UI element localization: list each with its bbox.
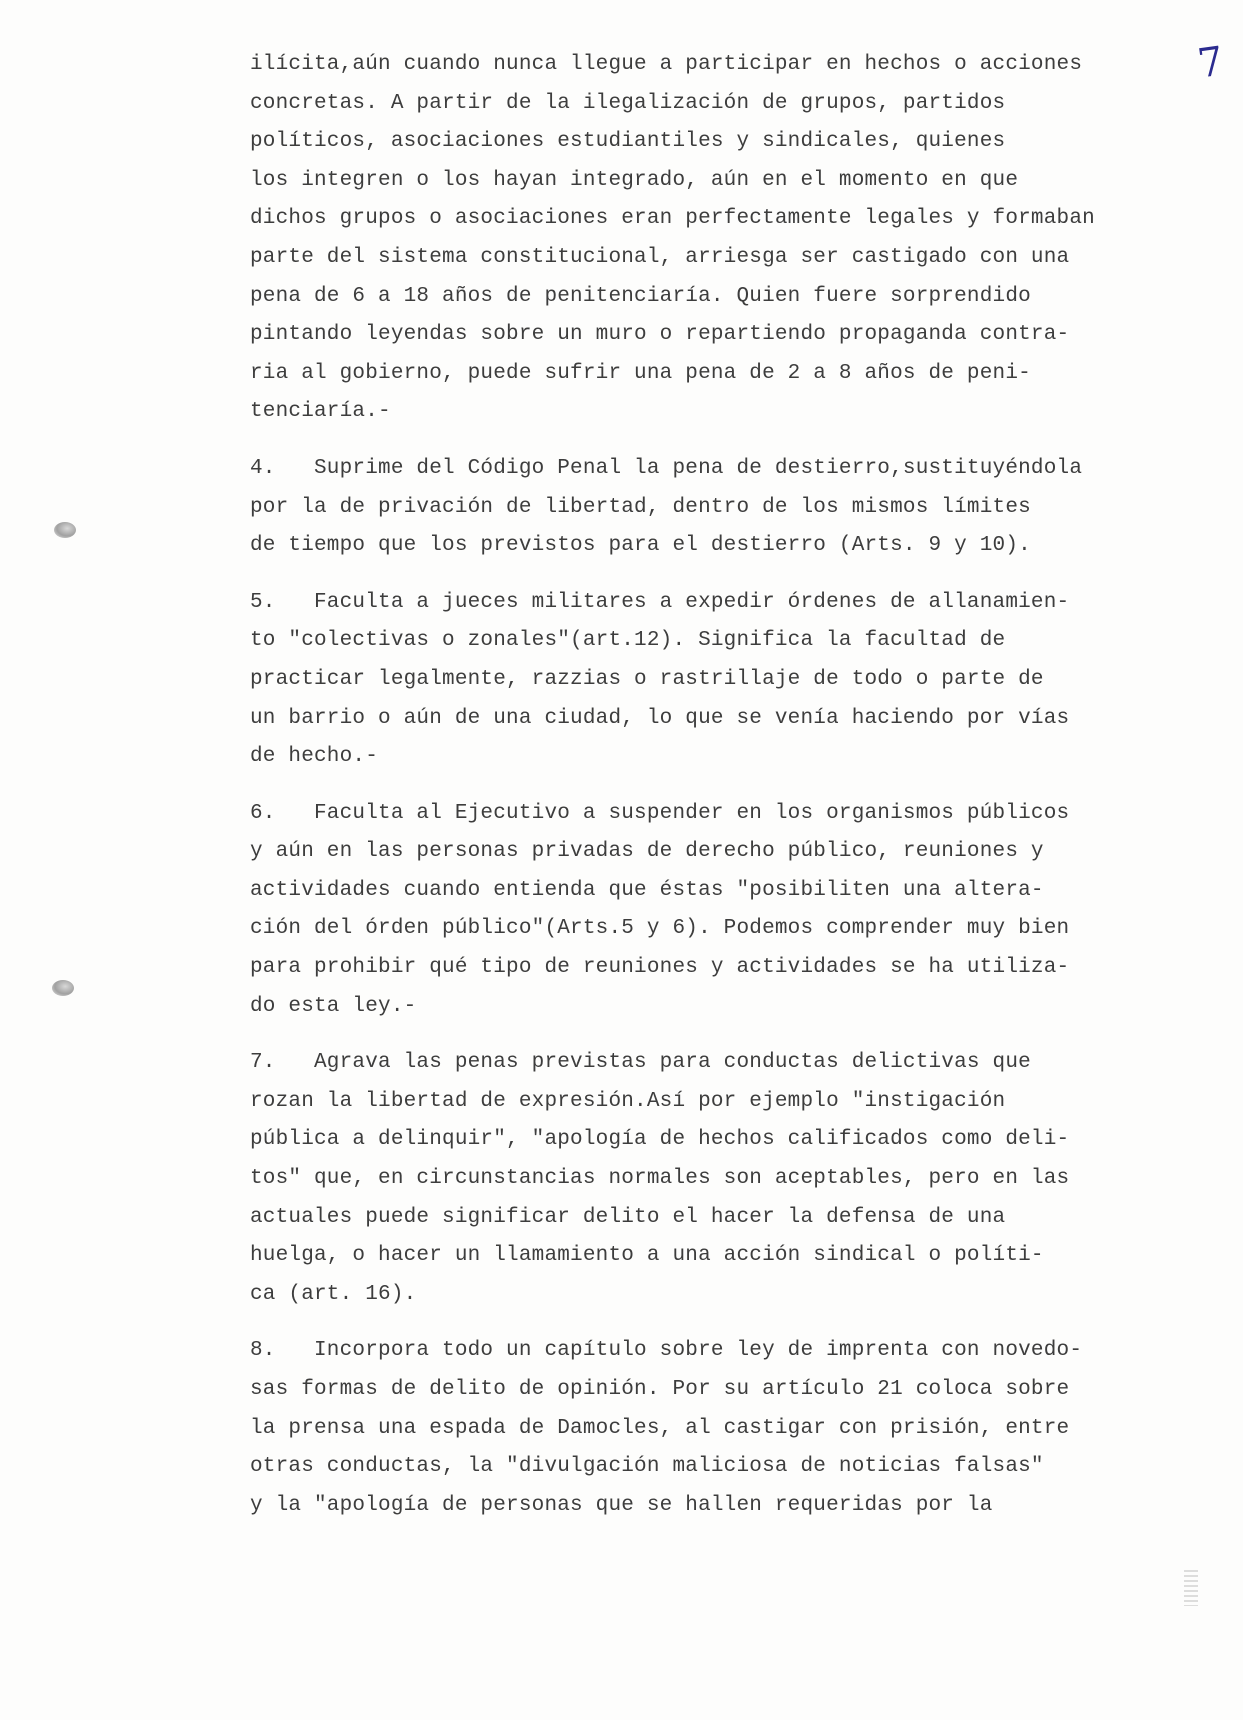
paragraph-gap <box>250 1314 1210 1332</box>
paragraph-4-line: 4. Suprime del Código Penal la pena de destierro,sustituyéndola <box>250 456 1083 480</box>
paragraph-6-line: do esta ley.- <box>250 994 417 1018</box>
punch-hole-mark <box>52 980 74 996</box>
paragraph-6-line: y aún en las personas privadas de derecho público, reuniones y <box>250 840 1044 864</box>
text-line: ria al gobierno, puede sufrir una pena de 2 a 8 años de peni- <box>250 361 1031 385</box>
paragraph-gap <box>250 432 1210 450</box>
paragraph-8-line: sas formas de delito de opinión. Por su artículo 21 coloca sobre <box>250 1378 1070 1401</box>
paragraph-5-line: 5. Faculta a jueces militares a expedir órdenes de allanamien- <box>250 590 1070 614</box>
paragraph-7-line: tos" que, en circunstancias normales son aceptables, pero en las <box>250 1167 1070 1191</box>
paragraph-6-line: para prohibir qué tipo de reuniones y actividades se ha utiliza- <box>250 956 1070 980</box>
paragraph-7-line: actuales puede significar delito el hacer la defensa de una <box>250 1205 1006 1229</box>
paragraph-gap <box>250 1026 1210 1044</box>
paragraph-7-line: rozan la libertad de expresión.Así por ejemplo "instigación <box>250 1089 1006 1113</box>
typed-text-body <box>250 46 1210 1525</box>
text-line: ilícita,aún cuando nunca llegue a participar en hechos o acciones <box>250 53 1083 76</box>
handwritten-page-number: 7 <box>1194 38 1227 88</box>
text-line: tenciaría.- <box>250 400 391 424</box>
text-line: políticos, asociaciones estudiantiles y sindicales, quienes <box>250 130 1006 154</box>
paragraph-8-line: otras conductas, la "divulgación maliciosa de noticias falsas" <box>250 1455 1044 1479</box>
paragraph-4-line: de tiempo que los previstos para el destierro (Arts. 9 y 10). <box>250 534 1031 558</box>
paragraph-5-line: to "colectivas o zonales"(art.12). Significa la facultad de <box>250 629 1006 653</box>
paragraph-4-line: por la de privación de libertad, dentro de los mismos límites <box>250 495 1031 519</box>
paragraph-8-line: 8. Incorpora todo un capítulo sobre ley de imprenta con novedo- <box>250 1339 1083 1363</box>
text-line: dichos grupos o asociaciones eran perfectamente legales y formaban <box>250 207 1095 231</box>
paragraph-5-line: practicar legalmente, razzias o rastrillaje de todo o parte de <box>250 667 1044 691</box>
punch-hole-mark <box>54 522 76 538</box>
paragraph-7-line: huelga, o hacer un llamamiento a una acción sindical o políti- <box>250 1244 1044 1268</box>
paragraph-7-line: 7. Agrava las penas previstas para conductas delictivas que <box>250 1051 1031 1075</box>
paragraph-gap <box>250 566 1210 584</box>
paragraph-7-line: pública a delinquir", "apología de hechos calificados como deli- <box>250 1128 1070 1152</box>
paragraph-8-line: la prensa una espada de Damocles, al castigar con prisión, entre <box>250 1416 1070 1440</box>
paragraph-6-line: 6. Faculta al Ejecutivo a suspender en los organismos públicos <box>250 801 1070 825</box>
text-line: los integren o los hayan integrado, aún en el momento en que <box>250 168 1019 192</box>
paragraph-6-line: actividades cuando entienda que éstas "posibiliten una altera- <box>250 878 1044 902</box>
scan-edge-mark <box>1184 1570 1198 1606</box>
text-line: parte del sistema constitucional, arriesga ser castigado con una <box>250 245 1070 269</box>
text-line: concretas. A partir de la ilegalización de grupos, partidos <box>250 91 1006 115</box>
paragraph-8-line: y la "apología de personas que se hallen requeridas por la <box>250 1493 993 1517</box>
paragraph-6-line: ción del órden público"(Arts.5 y 6). Podemos comprender muy bien <box>250 917 1070 941</box>
paragraph-gap <box>250 777 1210 795</box>
paragraph-7-line: ca (art. 16). <box>250 1282 417 1306</box>
paragraph-5-line: de hecho.- <box>250 745 379 769</box>
text-line: pena de 6 a 18 años de penitenciaría. Quien fuere sorprendido <box>250 284 1031 308</box>
text-line: pintando leyendas sobre un muro o repartiendo propaganda contra- <box>250 323 1070 347</box>
paragraph-5-line: un barrio o aún de una ciudad, lo que se venía haciendo por vías <box>250 706 1070 730</box>
